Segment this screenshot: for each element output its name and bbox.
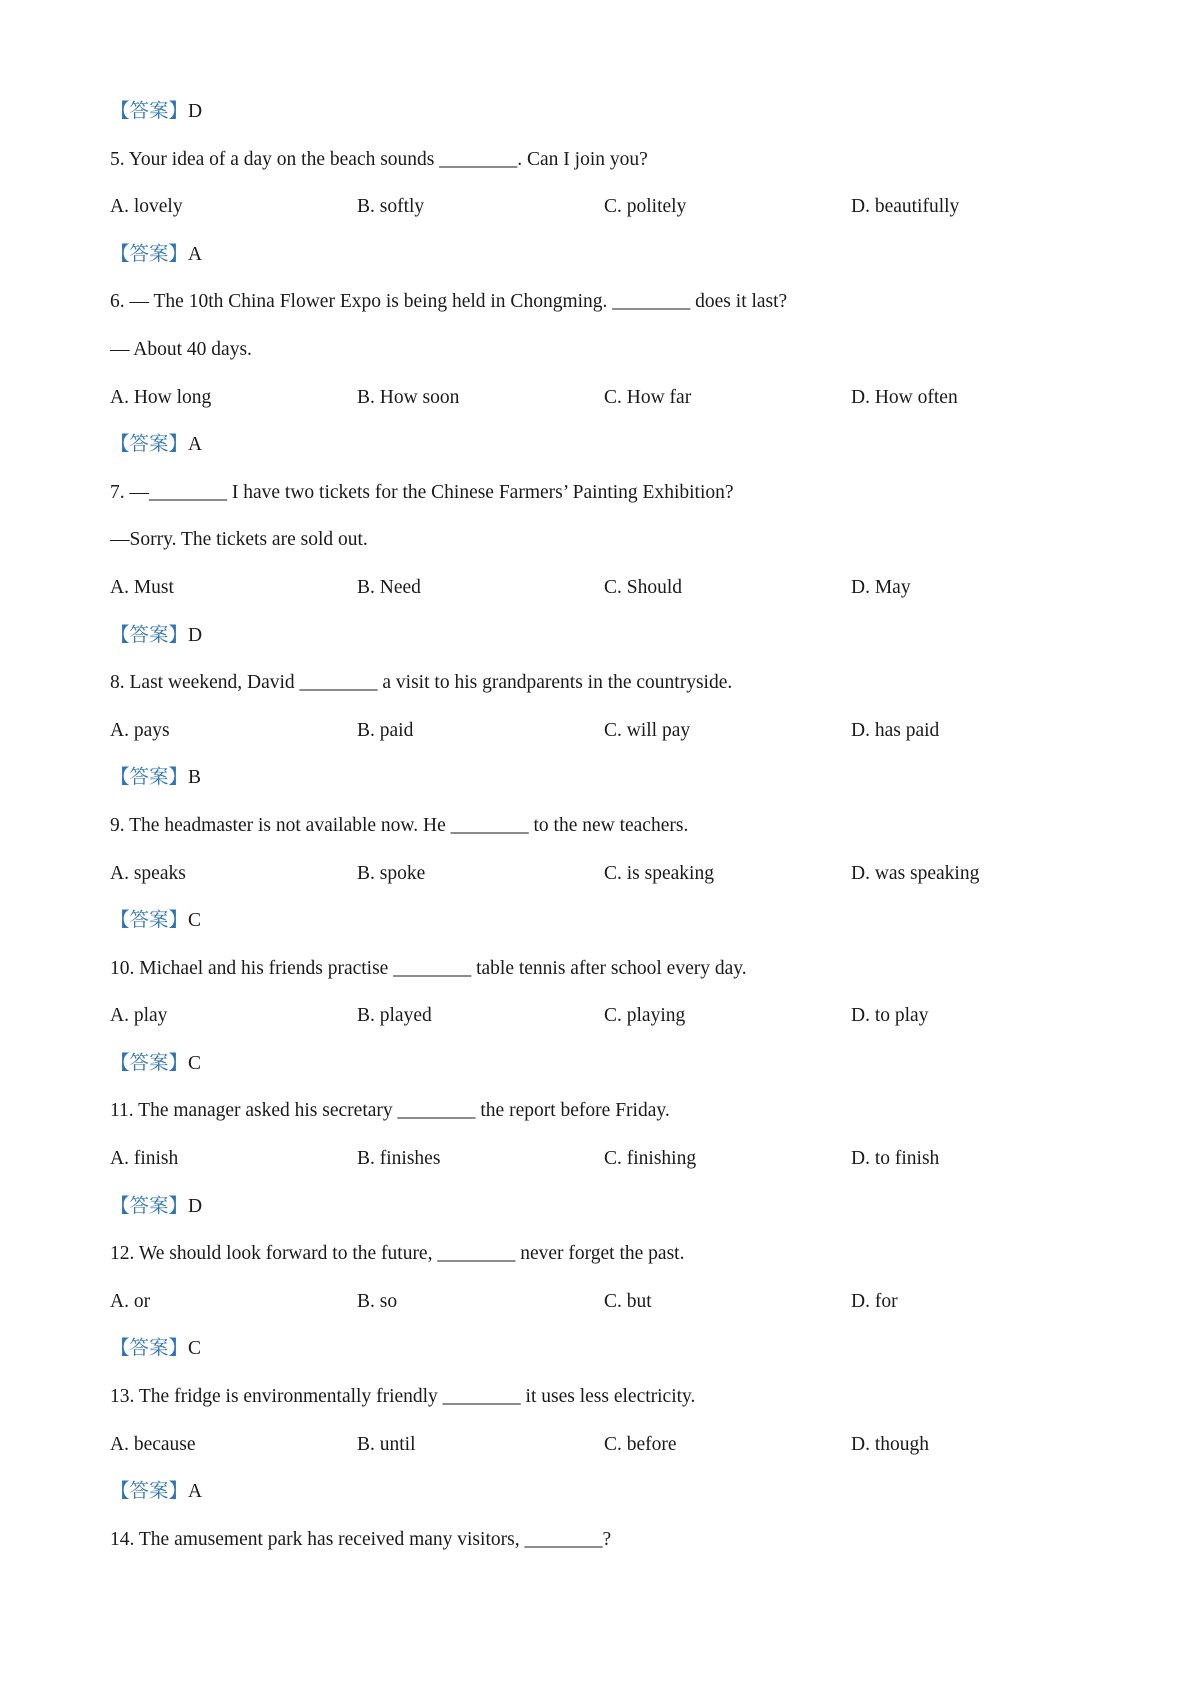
answer-label: 【答案】 [110, 101, 189, 122]
question-stem: 13. The fridge is environmentally friendly ________ it uses less electricity. [110, 1386, 696, 1408]
answer-line [110, 98, 1110, 146]
dialogue-line: — About 40 days. [110, 338, 252, 360]
options-row [110, 1145, 1110, 1193]
answer-label: 【答案】 [110, 1195, 189, 1217]
option-b: B. softly [357, 196, 425, 218]
question-stem: 14. The amusement park has received many visitors, ________? [110, 1528, 612, 1550]
options-row [110, 1002, 1110, 1050]
option-b: B. finishes [357, 1148, 441, 1170]
options-row [110, 384, 1110, 432]
option-c: C. will pay [604, 719, 691, 741]
answer-line [110, 1193, 1110, 1241]
option-b: B. so [357, 1290, 398, 1312]
options-row [110, 574, 1110, 622]
option-c: C. finishing [604, 1148, 697, 1170]
answer-label: 【答案】 [110, 1052, 189, 1074]
answer-line [110, 431, 1110, 479]
question-stem: 11. The manager asked his secretary ________ the report before Friday. [110, 1100, 670, 1122]
option-d: D. beautifully [851, 196, 960, 218]
question-stem: 9. The headmaster is not available now. He ________ to the new teachers. [110, 814, 689, 836]
option-d: D. was speaking [851, 862, 980, 884]
option-a: A. Must [110, 576, 174, 598]
option-d: D. has paid [851, 719, 940, 741]
question-stem: 12. We should look forward to the future, ________ never forget the past. [110, 1243, 685, 1265]
option-d: D. for [851, 1290, 898, 1312]
option-b: B. How soon [357, 386, 460, 408]
answer-value: B [188, 767, 202, 789]
option-a: A. How long [110, 386, 212, 408]
option-c: C. before [604, 1433, 677, 1455]
answer-line [110, 1050, 1110, 1098]
answer-line [110, 1478, 1110, 1526]
option-a: A. or [110, 1290, 151, 1312]
option-a: A. play [110, 1005, 168, 1027]
answer-line [110, 241, 1110, 289]
option-b: B. paid [357, 719, 414, 741]
options-row [110, 860, 1110, 908]
answer-label: 【答案】 [110, 767, 189, 789]
answer-line [110, 907, 1110, 955]
option-d: D. to play [851, 1005, 929, 1027]
option-a: A. lovely [110, 196, 183, 218]
answer-value: A [188, 1481, 203, 1503]
option-d: D. though [851, 1433, 929, 1455]
answer-value: A [188, 434, 203, 456]
options-row [110, 193, 1110, 241]
option-c: C. playing [604, 1005, 686, 1027]
answer-value: C [188, 1338, 202, 1360]
options-row [110, 1431, 1110, 1479]
answer-value: D [188, 624, 203, 646]
question-stem: 8. Last weekend, David ________ a visit to his grandparents in the countryside. [110, 672, 733, 694]
answer-label: 【答案】 [110, 243, 189, 265]
options-row [110, 717, 1110, 765]
option-a: A. pays [110, 719, 170, 741]
answer-label: 【答案】 [110, 624, 189, 646]
question-stem: 7. —________ I have two tickets for the Chinese Farmers’ Painting Exhibition? [110, 481, 734, 503]
answer-label: 【答案】 [110, 434, 189, 456]
options-row [110, 1288, 1110, 1336]
option-b: B. spoke [357, 862, 426, 884]
dialogue-line: —Sorry. The tickets are sold out. [110, 529, 368, 551]
answer-line [110, 622, 1110, 670]
option-c: C. Should [604, 576, 683, 598]
question-stem: 10. Michael and his friends practise ________ table tennis after school every day. [110, 957, 747, 979]
option-b: B. until [357, 1433, 416, 1455]
option-b: B. Need [357, 576, 421, 598]
option-a: A. speaks [110, 862, 186, 884]
answer-label: 【答案】 [110, 1481, 189, 1503]
option-d: D. May [851, 576, 911, 598]
option-c: C. politely [604, 196, 687, 218]
option-c: C. but [604, 1290, 652, 1312]
answer-value: C [188, 910, 202, 932]
question-list [110, 98, 1110, 1573]
question-stem: 6. — The 10th China Flower Expo is being held in Chongming. ________ does it last? [110, 291, 788, 313]
option-d: D. to finish [851, 1148, 940, 1170]
option-b: B. played [357, 1005, 432, 1027]
answer-label: 【答案】 [110, 910, 189, 932]
answer-value: D [188, 1195, 203, 1217]
answer-line [110, 764, 1110, 812]
option-d: D. How often [851, 386, 958, 408]
answer-value: A [188, 243, 203, 265]
answer-line [110, 1335, 1110, 1383]
option-c: C. How far [604, 386, 692, 408]
option-a: A. finish [110, 1148, 179, 1170]
answer-value: D [188, 101, 203, 122]
answer-value: C [188, 1052, 202, 1074]
answer-label: 【答案】 [110, 1338, 189, 1360]
option-a: A. because [110, 1433, 196, 1455]
question-stem: 5. Your idea of a day on the beach sounds ________. Can I join you? [110, 148, 648, 170]
option-c: C. is speaking [604, 862, 714, 884]
